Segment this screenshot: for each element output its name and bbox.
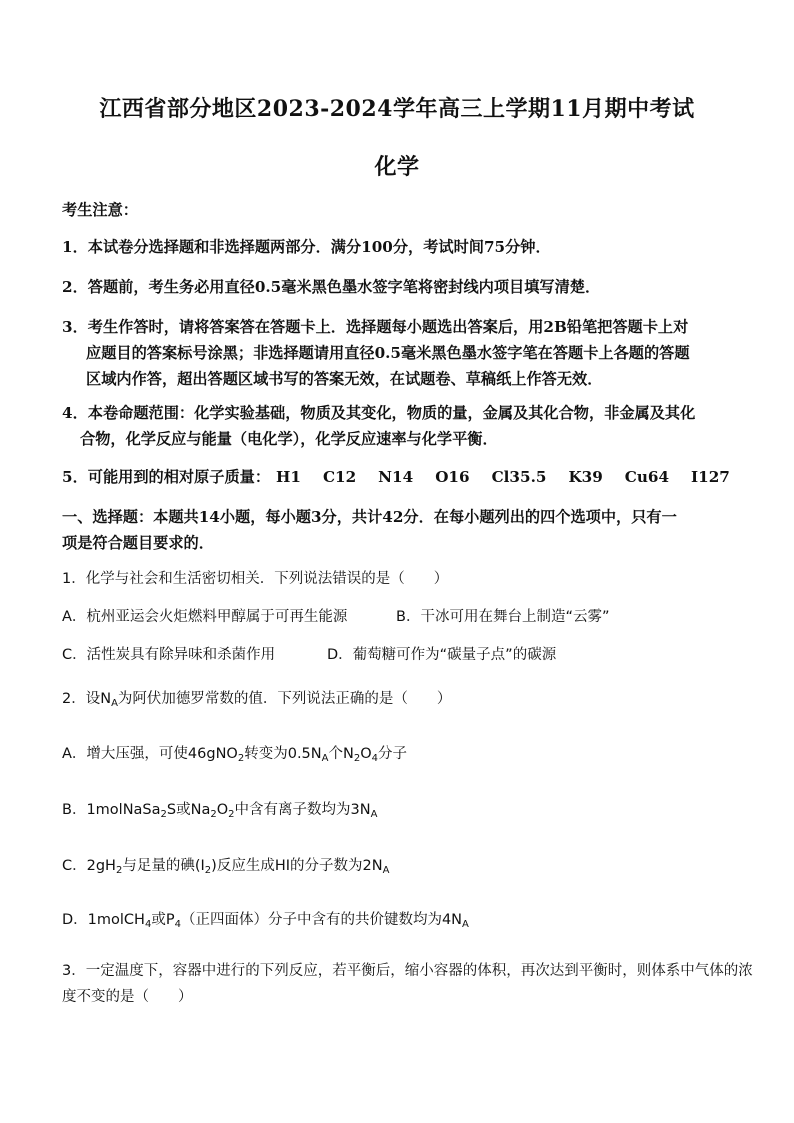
q2-option-a	[62, 739, 732, 769]
q2a-sub: A	[321, 753, 329, 764]
notice-item-2: 2．答题前，考生务必用直径0.5毫米黑色墨水签字笔将密封线内项目填写清楚．	[62, 278, 601, 296]
q1-option-d: D．葡萄糖可作为“碳量子点”的碳源	[327, 647, 557, 663]
q1-option-a: A．杭州亚运会火炬燃料甲醇属于可再生能源	[62, 609, 348, 625]
q2-stem-rest: 为阿伏加德罗常数的值．下列说法正确的是（ ）	[117, 691, 452, 707]
atom-n: N14	[378, 468, 414, 486]
q2b-sub: 2	[160, 809, 167, 820]
q2d-sub: 4	[144, 919, 152, 930]
atom-k: K39	[568, 468, 603, 486]
q1-option-b: B．干冰可用在舞台上制造“云雾”	[396, 609, 610, 625]
q2d-text: D．1molCH	[62, 912, 145, 928]
q2b-sub: A	[370, 809, 378, 820]
q3-stem-line2: 度不变的是（ ）	[62, 989, 193, 1005]
q2c-text: )反应生成HI的分子数为2N	[211, 858, 383, 874]
q2c-text: 与足量的碘(I	[122, 858, 205, 874]
q2-stem-part: 2．设N	[62, 691, 112, 707]
q2b-text: S或Na	[166, 802, 211, 818]
subject-title: 化学	[374, 154, 420, 180]
q2-option-b	[62, 795, 732, 825]
q2b-text: B．1molNaSa	[62, 802, 161, 818]
notice-item-4-cont: 合物，化学反应与能量（电化学），化学反应速率与化学平衡．	[80, 430, 498, 448]
atomic-masses-label: 5．可能用到的相对原子质量：	[62, 468, 271, 486]
atom-cl: Cl35.5	[491, 468, 547, 486]
notice-item-3-cont1: 应题目的答案标号涂黑；非选择题请用直径0.5毫米黑色墨水签字笔在答题卡上各题的答题	[86, 344, 690, 362]
q2a-text: A．增大压强，可使46gNO	[62, 746, 238, 762]
q2a-text: 分子	[378, 746, 407, 762]
atom-cu: Cu64	[624, 468, 670, 486]
q2-stem-sub: A	[111, 698, 118, 709]
q2-stem	[62, 684, 732, 714]
atom-i: I127	[691, 468, 730, 486]
q2b-text: O	[216, 802, 229, 818]
q3-stem-line1: 3．一定温度下，容器中进行的下列反应，若平衡后，缩小容器的体积，再次达到平衡时，则体系中气体的浓	[62, 963, 753, 979]
q2c-sub: 2	[204, 865, 212, 876]
atom-c: C12	[322, 468, 357, 486]
q2a-text: 个N	[328, 746, 354, 762]
notice-item-4: 4．本卷命题范围：化学实验基础，物质及其变化，物质的量，金属及其化合物，非金属及其化	[62, 404, 696, 422]
q2d-text: 或P	[151, 912, 175, 928]
q2-option-d	[62, 905, 732, 935]
q2b-sub: 2	[228, 809, 235, 820]
notice-item-3-cont2: 区域内作答，超出答题区域书写的答案无效，在试题卷、草稿纸上作答无效．	[86, 370, 603, 388]
q2b-text: 中含有离子数均为3N	[234, 802, 371, 818]
atom-o: O16	[435, 468, 470, 486]
q2a-sub: 4	[371, 753, 378, 764]
q1-option-c: C．活性炭具有除异味和杀菌作用	[62, 647, 276, 663]
q2a-sub: 2	[237, 753, 245, 764]
section-heading-line2: 项是符合题目要求的．	[62, 534, 214, 552]
q2b-sub: 2	[210, 809, 217, 820]
q2c-sub: A	[382, 865, 390, 876]
atom-h: H1	[276, 468, 301, 486]
q2a-text: O	[360, 746, 372, 762]
q2a-sub: 2	[353, 753, 361, 764]
section-heading-line1: 一、选择题：本题共14小题，每小题3分，共计42分．在每小题列出的四个选项中，只有一	[62, 508, 677, 526]
q1-stem: 1．化学与社会和生活密切相关．下列说法错误的是（ ）	[62, 571, 449, 587]
q2c-text: C．2gH	[62, 858, 116, 874]
notice-item-3: 3．考生作答时，请将答案答在答题卡上．选择题每小题选出答案后，用2B铅笔把答题卡上对	[62, 318, 689, 336]
q2a-text: 转变为0.5N	[244, 746, 322, 762]
q2d-text: （正四面体）分子中含有的共价键数均为4N	[180, 912, 463, 928]
q2-option-c	[62, 851, 732, 881]
notice-item-1: 1．本试卷分选择题和非选择题两部分．满分100分，考试时间75分钟．	[62, 238, 551, 256]
q2d-sub: A	[462, 919, 469, 930]
notice-heading: 考生注意：	[62, 201, 138, 219]
q2c-sub: 2	[115, 865, 123, 876]
exam-title: 江西省部分地区2023-2024学年高三上学期11月期中考试	[99, 96, 695, 122]
atomic-masses	[62, 462, 732, 492]
q2d-sub: 4	[174, 919, 181, 930]
